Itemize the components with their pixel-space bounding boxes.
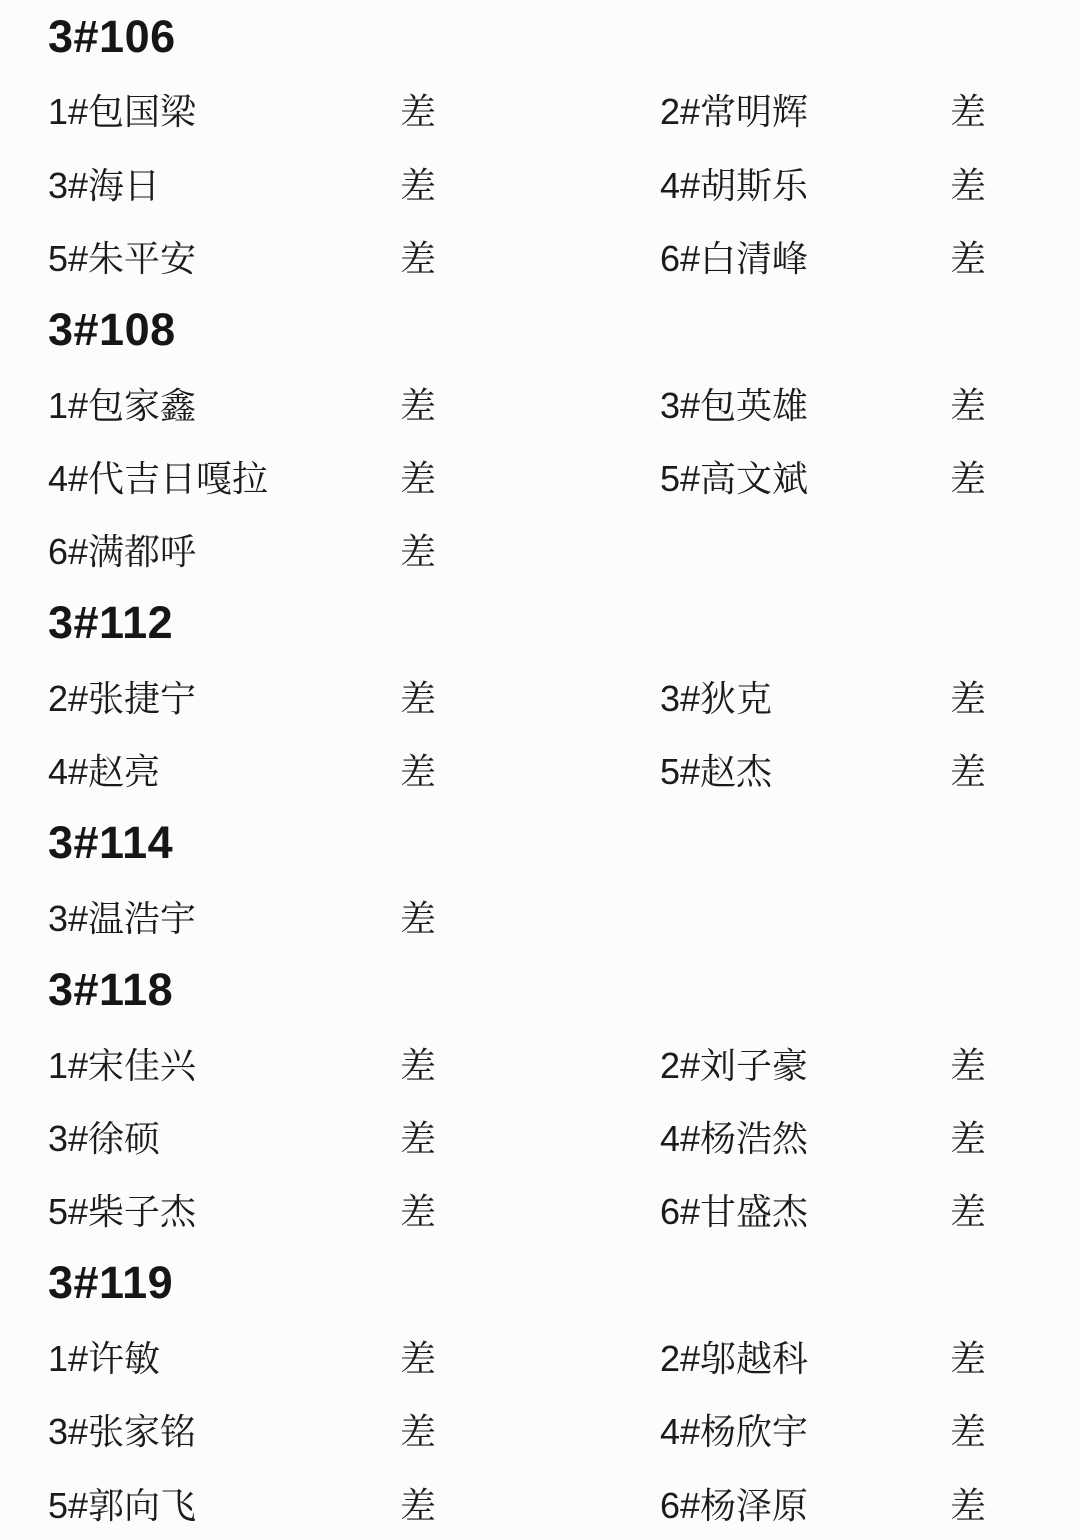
entry-left-status: 差 xyxy=(400,751,437,793)
entry-left-name: 1#包国梁 xyxy=(48,91,197,133)
entry-right-status: 差 xyxy=(950,1044,987,1086)
entry-right-status: 差 xyxy=(950,678,987,720)
entry-row xyxy=(0,147,1080,220)
section-title: 3#119 xyxy=(48,1257,174,1309)
entry-row xyxy=(0,660,1080,733)
entry-right-status: 差 xyxy=(950,751,987,793)
entry-left-status: 差 xyxy=(400,91,437,133)
entry-left-status: 差 xyxy=(400,384,437,426)
entry-left-status: 差 xyxy=(400,1411,437,1453)
entry-right-status: 差 xyxy=(950,458,987,500)
section-title: 3#114 xyxy=(48,817,174,869)
entry-row xyxy=(0,220,1080,293)
entry-right-name: 6#甘盛杰 xyxy=(660,1191,809,1233)
entry-right-name: 2#邬越科 xyxy=(660,1338,809,1380)
entry-right-name: 6#杨泽原 xyxy=(660,1484,809,1526)
entry-right-name: 3#狄克 xyxy=(660,678,773,720)
entry-left-status: 差 xyxy=(400,1484,437,1526)
entry-row xyxy=(0,513,1080,586)
entry-left-status: 差 xyxy=(400,1338,437,1380)
entry-row xyxy=(0,1027,1080,1100)
entry-left-name: 3#海日 xyxy=(48,164,161,206)
entry-left-name: 2#张捷宁 xyxy=(48,678,197,720)
section-title: 3#108 xyxy=(48,303,176,355)
entry-left-name: 5#郭向飞 xyxy=(48,1484,197,1526)
entry-right-name: 2#刘子豪 xyxy=(660,1044,809,1086)
section-header xyxy=(0,807,1080,880)
entry-left-name: 1#包家鑫 xyxy=(48,384,197,426)
entry-right-status: 差 xyxy=(950,1118,987,1160)
entry-right-name: 3#包英雄 xyxy=(660,384,809,426)
section-header xyxy=(0,0,1080,73)
entry-left-name: 3#张家铭 xyxy=(48,1411,197,1453)
entry-row xyxy=(0,440,1080,513)
section-title: 3#118 xyxy=(48,963,174,1015)
entry-row xyxy=(0,1467,1080,1540)
section-title: 3#106 xyxy=(48,10,176,62)
entry-left-name: 4#赵亮 xyxy=(48,751,161,793)
entry-right-status: 差 xyxy=(950,1191,987,1233)
entry-right-status: 差 xyxy=(950,1484,987,1526)
entry-right-status: 差 xyxy=(950,1338,987,1380)
entry-left-status: 差 xyxy=(400,1044,437,1086)
entry-row xyxy=(0,1173,1080,1246)
entry-right-name: 2#常明辉 xyxy=(660,91,809,133)
section-header xyxy=(0,1247,1080,1320)
entry-left-name: 3#徐硕 xyxy=(48,1118,161,1160)
entry-left-status: 差 xyxy=(400,458,437,500)
entry-row xyxy=(0,733,1080,806)
entry-left-status: 差 xyxy=(400,238,437,280)
entry-right-status: 差 xyxy=(950,164,987,206)
entry-left-status: 差 xyxy=(400,898,437,940)
entry-row xyxy=(0,1100,1080,1173)
entry-left-name: 5#朱平安 xyxy=(48,238,197,280)
section-header xyxy=(0,293,1080,366)
entry-right-status: 差 xyxy=(950,238,987,280)
entry-left-status: 差 xyxy=(400,531,437,573)
entry-row xyxy=(0,73,1080,146)
section-title: 3#112 xyxy=(48,597,174,649)
entry-right-name: 5#赵杰 xyxy=(660,751,773,793)
entry-left-status: 差 xyxy=(400,678,437,720)
entry-left-status: 差 xyxy=(400,1118,437,1160)
entry-left-status: 差 xyxy=(400,1191,437,1233)
entry-left-name: 1#宋佳兴 xyxy=(48,1044,197,1086)
entry-row xyxy=(0,880,1080,953)
entry-left-status: 差 xyxy=(400,164,437,206)
entry-left-name: 5#柴子杰 xyxy=(48,1191,197,1233)
entry-right-name: 4#杨欣宇 xyxy=(660,1411,809,1453)
entry-right-status: 差 xyxy=(950,384,987,426)
entry-left-name: 3#温浩宇 xyxy=(48,898,197,940)
entry-left-name: 4#代吉日嘎拉 xyxy=(48,458,269,500)
entry-right-status: 差 xyxy=(950,1411,987,1453)
entry-right-name: 4#胡斯乐 xyxy=(660,164,809,206)
section-header xyxy=(0,587,1080,660)
entry-left-name: 1#许敏 xyxy=(48,1338,161,1380)
entry-right-status: 差 xyxy=(950,91,987,133)
entry-right-name: 6#白清峰 xyxy=(660,238,809,280)
entry-left-name: 6#满都呼 xyxy=(48,531,197,573)
entry-row xyxy=(0,1320,1080,1393)
entry-row xyxy=(0,367,1080,440)
entry-right-name: 5#高文斌 xyxy=(660,458,809,500)
section-header xyxy=(0,953,1080,1026)
entry-right-name: 4#杨浩然 xyxy=(660,1118,809,1160)
entry-row xyxy=(0,1393,1080,1466)
